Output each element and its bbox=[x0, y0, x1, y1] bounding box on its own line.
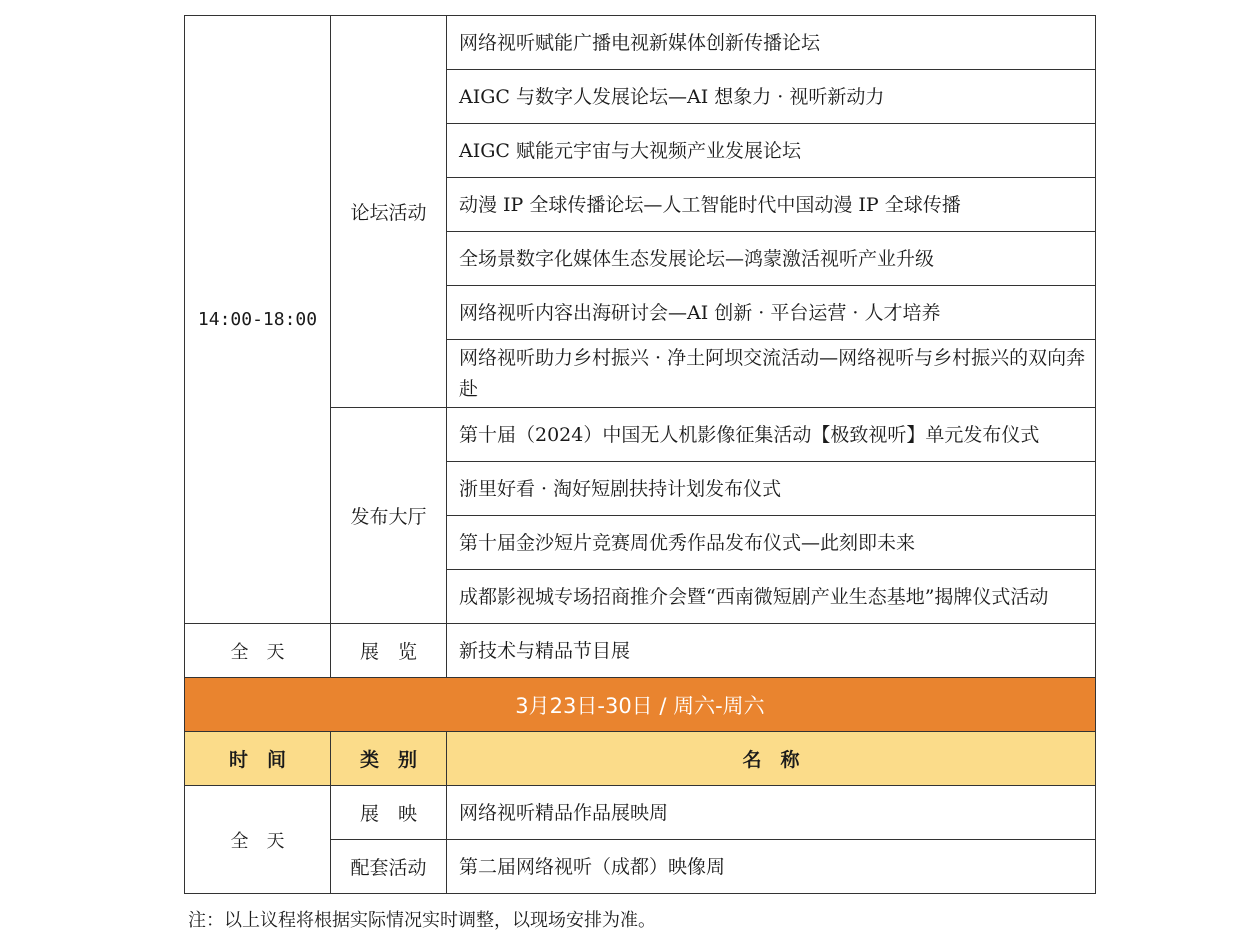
release-item: 成都影视城专场招商推介会暨“西南微短剧产业生态基地”揭牌仪式活动 bbox=[447, 570, 1096, 624]
week-time-cell: 全 天 bbox=[185, 786, 331, 894]
header-time: 时 间 bbox=[185, 732, 331, 786]
date-banner: 3月23日-30日 / 周六-周六 bbox=[185, 678, 1096, 732]
release-item: 第十届金沙短片竞赛周优秀作品发布仪式—此刻即未来 bbox=[447, 516, 1096, 570]
release-category-cell: 发布大厅 bbox=[331, 408, 447, 624]
schedule-table bbox=[184, 15, 1096, 894]
header-name: 名 称 bbox=[447, 732, 1096, 786]
exhibit-name-cell: 新技术与精品节目展 bbox=[447, 624, 1096, 678]
exhibit-time-cell: 全 天 bbox=[185, 624, 331, 678]
forum-item: AIGC 与数字人发展论坛—AI 想象力 · 视听新动力 bbox=[447, 70, 1096, 124]
forum-item: 全场景数字化媒体生态发展论坛—鸿蒙激活视听产业升级 bbox=[447, 232, 1096, 286]
week-category-cell: 展 映 bbox=[331, 786, 447, 840]
release-item: 第十届（2024）中国无人机影像征集活动【极致视听】单元发布仪式 bbox=[447, 408, 1096, 462]
forum-item: 网络视听内容出海研讨会—AI 创新 · 平台运营 · 人才培养 bbox=[447, 286, 1096, 340]
forum-item: 网络视听赋能广播电视新媒体创新传播论坛 bbox=[447, 16, 1096, 70]
week-name-cell: 第二届网络视听（成都）映像周 bbox=[447, 840, 1096, 894]
afternoon-time-cell: 14:00-18:00 bbox=[185, 16, 331, 624]
week-name-cell: 网络视听精品作品展映周 bbox=[447, 786, 1096, 840]
exhibit-category-cell: 展 览 bbox=[331, 624, 447, 678]
forum-category-cell: 论坛活动 bbox=[331, 16, 447, 408]
footnote: 注：以上议程将根据实际情况实时调整，以现场安排为准。 bbox=[188, 910, 656, 931]
forum-item: AIGC 赋能元宇宙与大视频产业发展论坛 bbox=[447, 124, 1096, 178]
forum-item: 动漫 IP 全球传播论坛—人工智能时代中国动漫 IP 全球传播 bbox=[447, 178, 1096, 232]
release-item: 浙里好看 · 淘好短剧扶持计划发布仪式 bbox=[447, 462, 1096, 516]
week-category-cell: 配套活动 bbox=[331, 840, 447, 894]
forum-item: 网络视听助力乡村振兴 · 净土阿坝交流活动—网络视听与乡村振兴的双向奔赴 bbox=[447, 340, 1096, 408]
header-category: 类 别 bbox=[331, 732, 447, 786]
